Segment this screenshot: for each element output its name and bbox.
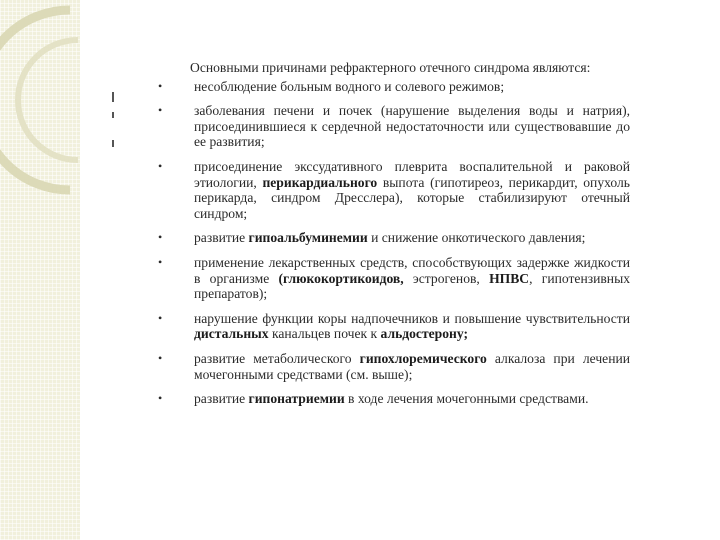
item-text: выпота (гипотиреоз, перикардит, опухоль перикарда, синдром Дресслера), которые стабилизируют отечный синдром;	[194, 174, 630, 221]
margin-mark	[112, 112, 114, 118]
item-text: применение лекарственных средств, способствующих задержке жидкости в организме	[194, 254, 630, 286]
item-text: эстрогенов,	[403, 270, 490, 286]
item-text: развитие	[194, 230, 249, 246]
list-item	[150, 230, 630, 246]
bold-term: гипохлоремического	[359, 350, 487, 366]
list-item	[150, 311, 630, 342]
item-text: в ходе лечения мочегонными средствами.	[344, 391, 589, 407]
item-text: , гипотензивных препаратов);	[194, 270, 631, 302]
bold-term: альдостерону;	[380, 326, 469, 342]
scanned-text-page	[150, 60, 630, 416]
bold-term: гипоальбуминемии	[248, 230, 368, 246]
bullet-icon: •	[158, 230, 163, 245]
item-text: развитие метаболического	[194, 350, 360, 366]
item-text: канальцев почек к	[268, 326, 381, 342]
bold-term: перикардиального	[262, 174, 378, 190]
list-item	[150, 79, 630, 95]
bullet-icon: •	[158, 350, 163, 365]
bullet-icon: •	[158, 158, 163, 173]
list-item	[150, 255, 630, 302]
item-text: заболевания печени и почек (нарушение выделения воды и натрия), присоединившиеся к сердечной недостаточности или существовавшие до ее развития;	[194, 103, 630, 150]
list-item	[150, 351, 630, 382]
bullet-icon: •	[158, 254, 163, 269]
intro-paragraph: Основными причинами рефрактерного отечного синдрома являются:	[190, 60, 591, 75]
item-text: несоблюдение больным водного и солевого режимов;	[194, 78, 505, 94]
item-text: нарушение функции коры надпочечников и повышение чувствительности	[194, 310, 630, 326]
list-item	[150, 159, 630, 221]
bold-term: (глюкокортикоидов,	[278, 270, 404, 286]
bold-term: гипонатриемии	[248, 391, 345, 407]
bold-term: дистальных	[194, 326, 269, 342]
margin-mark	[112, 140, 114, 147]
bold-term: НПВС	[489, 270, 530, 286]
item-text: алкалоза при лечении мочегонными средствами (см. выше);	[194, 350, 631, 382]
bullet-icon: •	[158, 78, 163, 93]
bullet-icon: •	[158, 310, 163, 325]
list-item	[150, 103, 630, 150]
item-text: и снижение онкотического давления;	[367, 230, 586, 246]
bullet-icon: •	[158, 103, 163, 118]
item-text: развитие	[194, 391, 249, 407]
margin-mark	[112, 92, 114, 102]
decorative-swirl	[0, 0, 120, 200]
item-text: присоединение экссудативного плеврита воспалительной и раковой этиологии,	[194, 158, 630, 190]
list-item	[150, 391, 630, 407]
bullet-icon: •	[158, 391, 163, 406]
reasons-list	[150, 79, 630, 407]
